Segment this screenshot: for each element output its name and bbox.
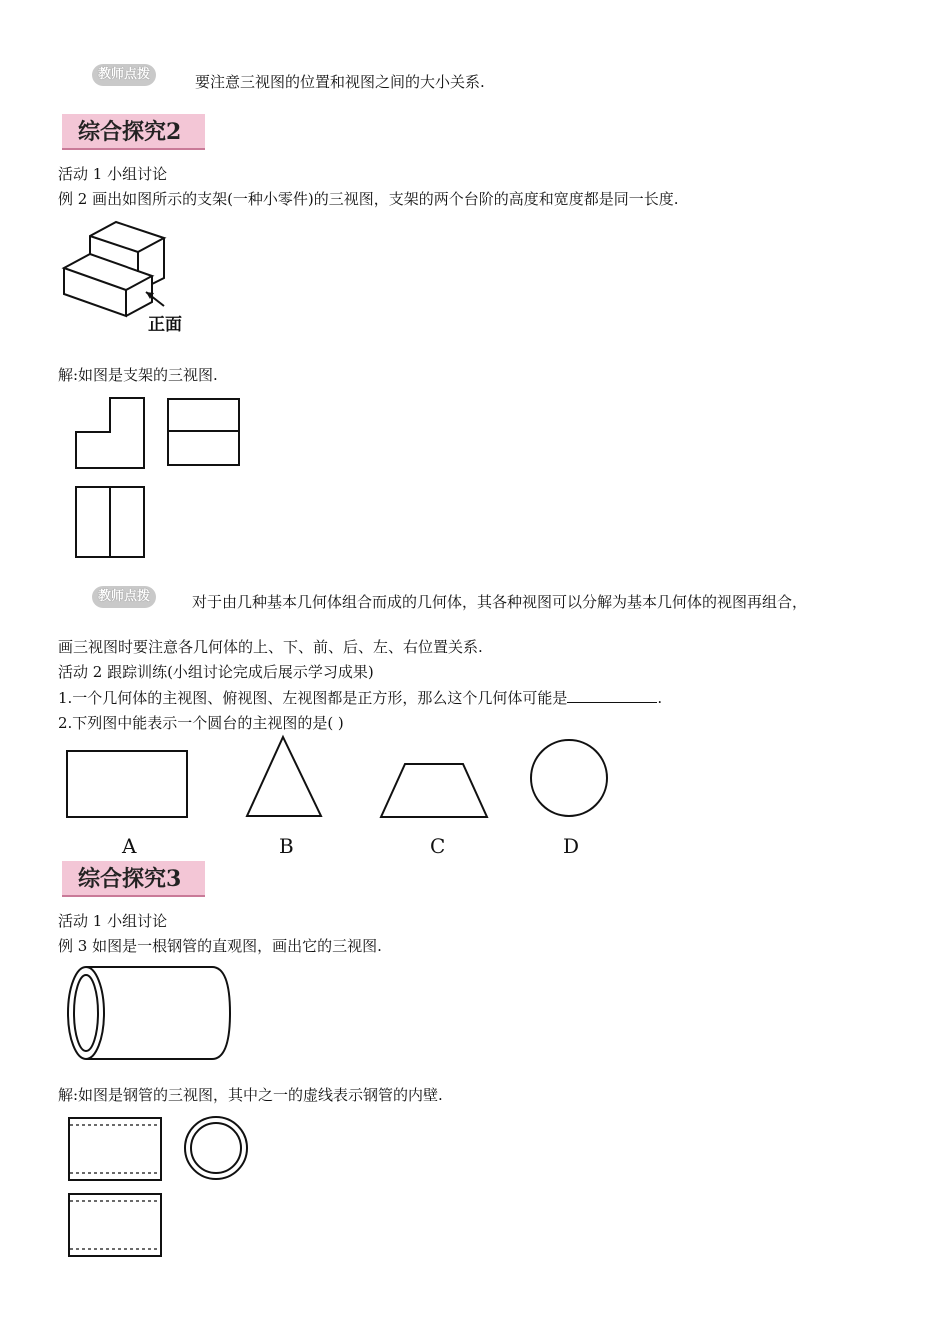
question-2: 2.下列图中能表示一个圆台的主视图的是( ) <box>58 714 344 732</box>
option-c-trapezoid <box>379 762 491 820</box>
example-2-text: 例 2 画出如图所示的支架(一种小零件)的三视图，支架的两个台阶的高度和宽度都是同一长度. <box>58 190 679 208</box>
option-a-rectangle <box>66 750 190 820</box>
teacher-tip-badge: 教师点拨 <box>92 64 156 86</box>
bracket-front-view <box>75 397 145 469</box>
teacher-tip-badge-2: 教师点拨 <box>92 586 156 608</box>
example-3-text: 例 3 如图是一根钢管的直观图，画出它的三视图. <box>58 937 382 955</box>
option-b-label: B <box>279 834 294 858</box>
activity-heading: 活动 1 小组讨论 <box>58 165 168 183</box>
section-title-3: 综合探究3 <box>62 861 205 897</box>
teacher-tip-2-line1: 对于由几种基本几何体组合而成的几何体，其各种视图可以分解为基本几何体的视图再组合， <box>192 593 808 611</box>
pipe-front-view <box>68 1117 163 1182</box>
option-d-label: D <box>563 834 580 858</box>
option-a-label: A <box>122 834 137 858</box>
activity-2-heading: 活动 2 跟踪训练(小组讨论完成后展示学习成果) <box>58 663 374 681</box>
teacher-tip-text: 要注意三视图的位置和视图之间的大小关系. <box>195 73 485 91</box>
steel-pipe-figure <box>66 965 231 1063</box>
activity-heading-3: 活动 1 小组讨论 <box>58 912 168 930</box>
question-1 <box>58 688 662 708</box>
front-view-label: 正面 <box>148 315 182 335</box>
option-b-triangle <box>245 735 325 819</box>
option-c-label: C <box>430 834 446 858</box>
option-d-circle <box>529 738 611 820</box>
solution-2-text: 解:如图是支架的三视图. <box>58 366 218 384</box>
pipe-top-view <box>68 1193 163 1258</box>
question-1-end: . <box>657 689 663 707</box>
solution-3-text: 解:如图是钢管的三视图，其中之一的虚线表示钢管的内壁. <box>58 1086 443 1104</box>
answer-blank <box>567 688 657 703</box>
question-1-text: 1.一个几何体的主视图、俯视图、左视图都是正方形，那么这个几何体可能是 <box>58 689 568 707</box>
section-title: 综合探究2 <box>62 114 205 150</box>
teacher-tip-2-line2: 画三视图时要注意各几何体的上、下、前、后、左、右位置关系. <box>58 638 483 656</box>
bracket-top-view <box>167 398 240 466</box>
pipe-side-view <box>183 1115 251 1183</box>
bracket-side-view <box>75 486 145 558</box>
